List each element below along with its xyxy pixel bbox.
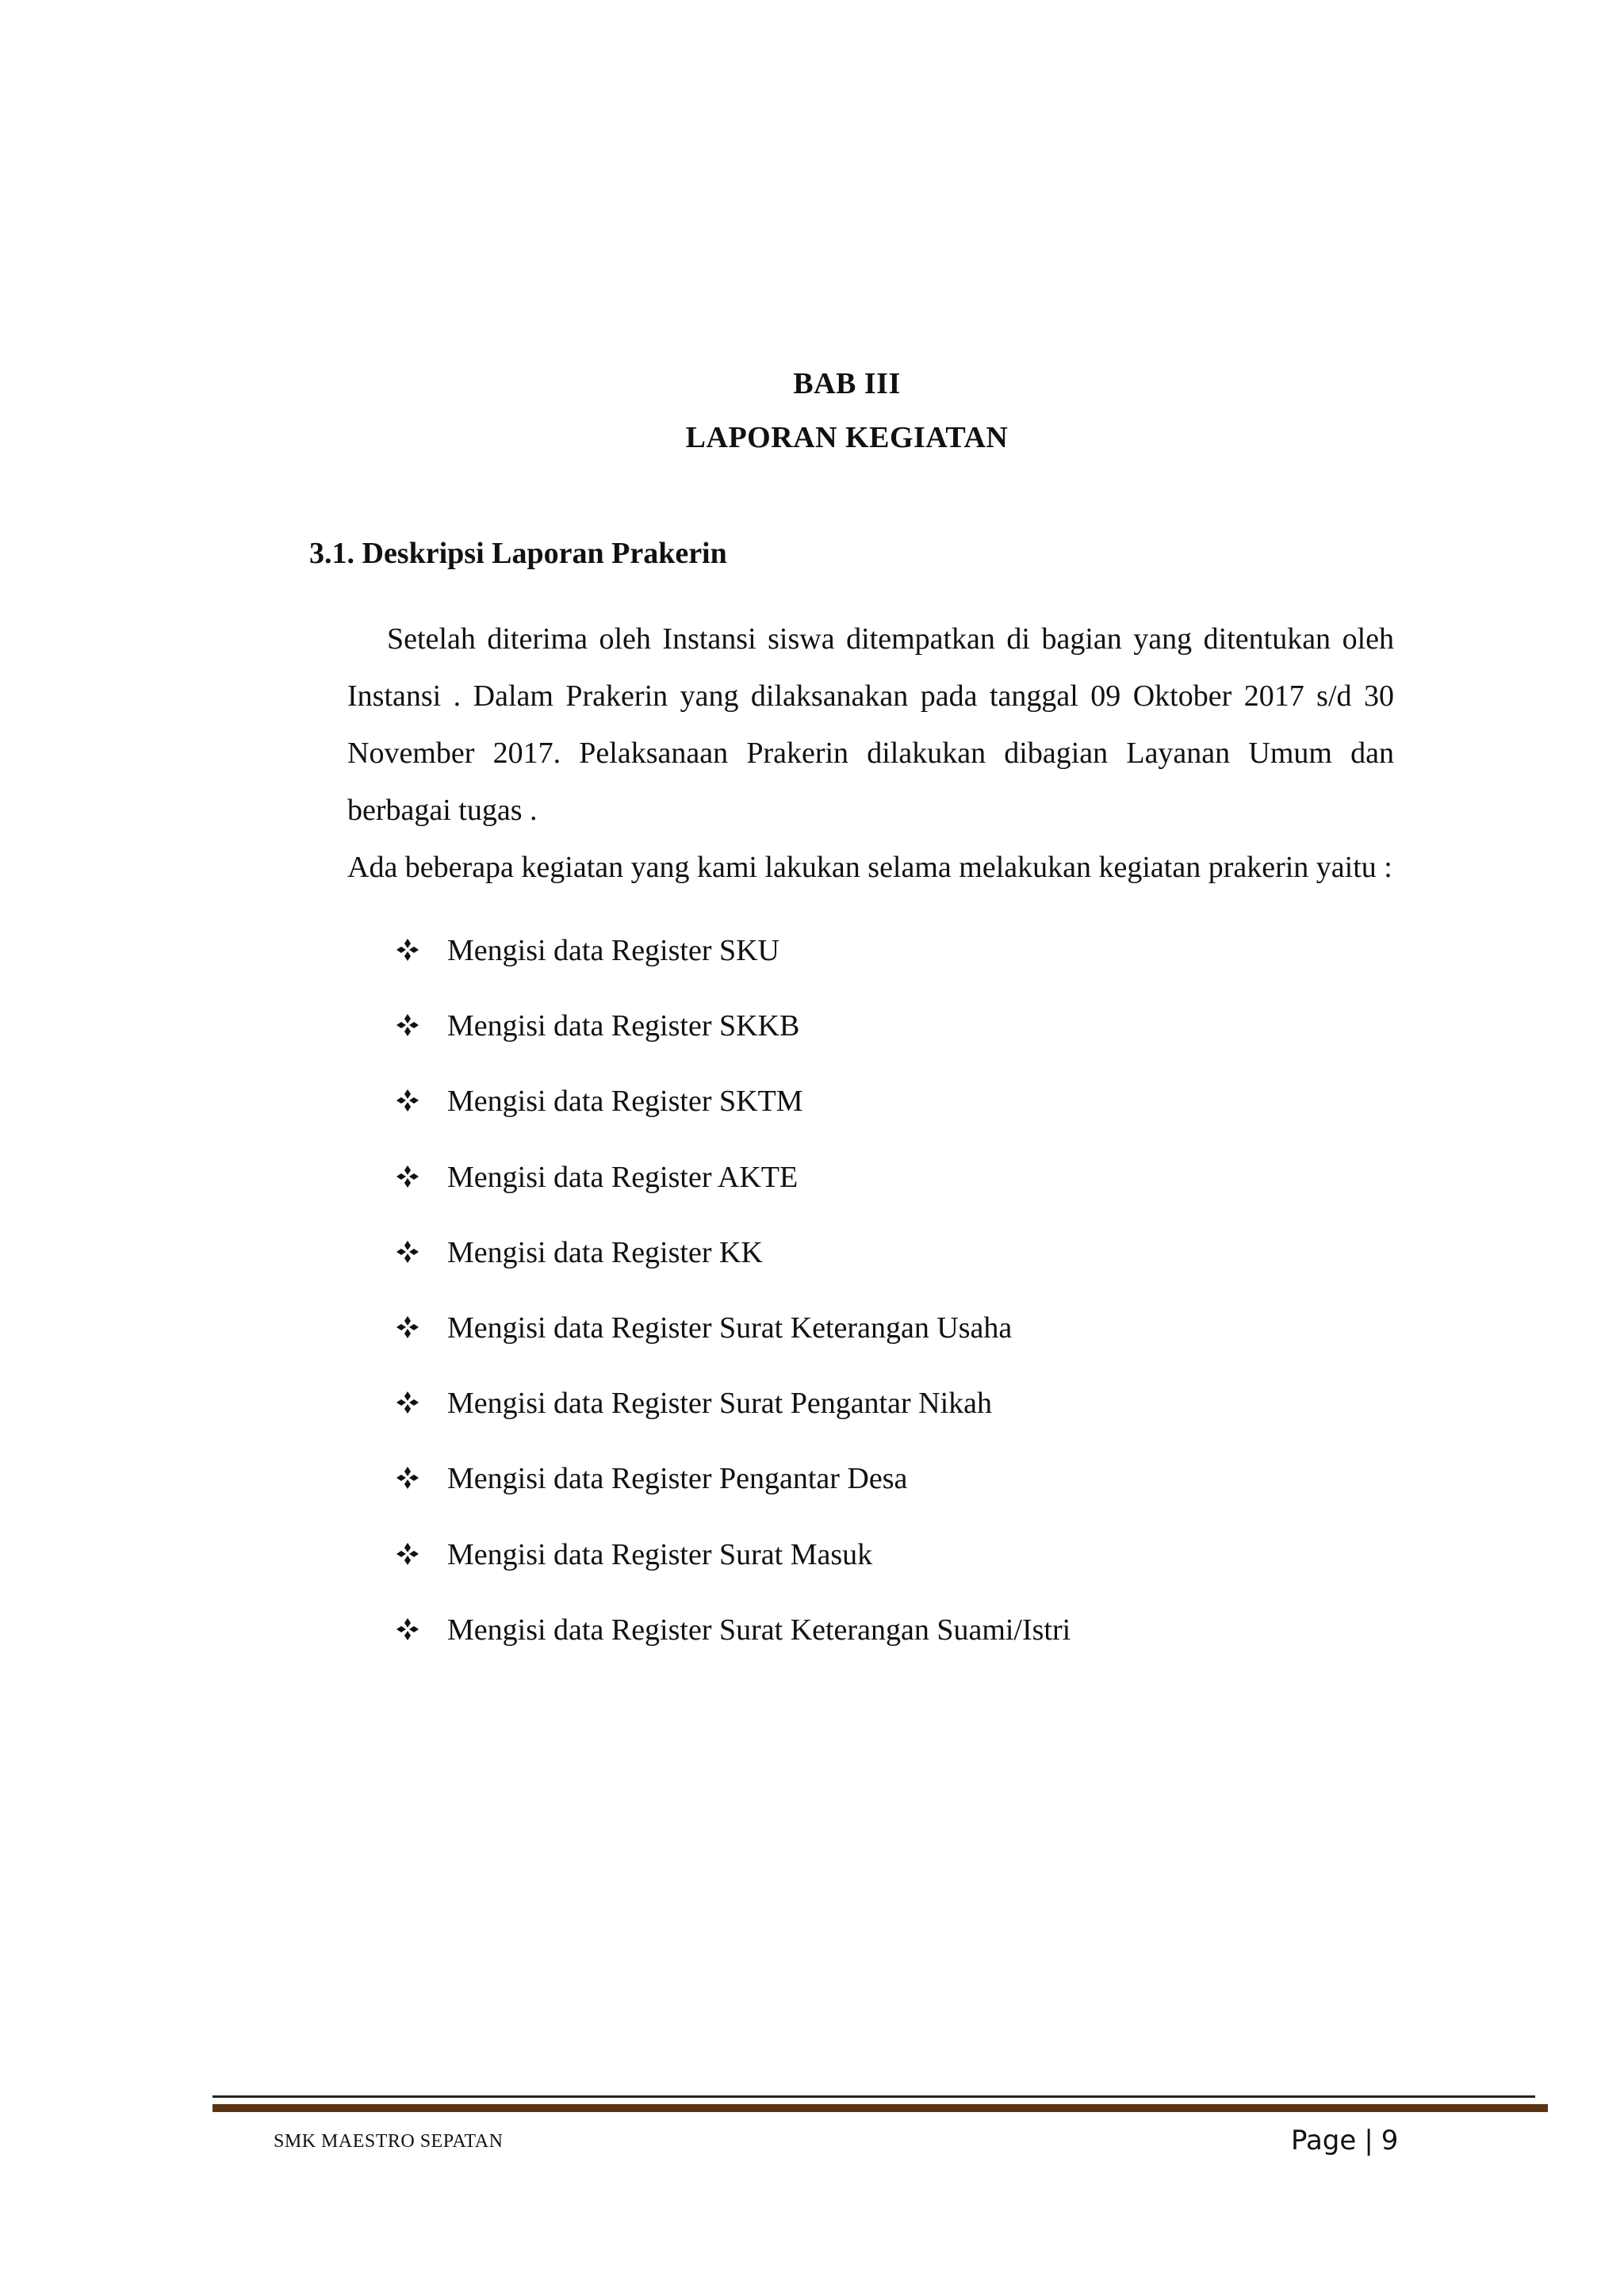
- footer-school-name: SMK MAESTRO SEPATAN: [274, 2131, 504, 2152]
- list-item: [396, 997, 1071, 1073]
- diamond-bullet-icon: [396, 1601, 420, 1659]
- diamond-bullet-icon: [396, 1299, 420, 1357]
- diamond-bullet-icon: [396, 1149, 420, 1206]
- list-item: [396, 1224, 1071, 1299]
- activity-text: Mengisi data Register Surat Masuk: [447, 1537, 873, 1571]
- diamond-bullet-icon: [396, 922, 420, 979]
- activity-text: Mengisi data Register AKTE: [447, 1160, 799, 1194]
- activity-text: Mengisi data Register KK: [447, 1235, 763, 1269]
- list-item: [396, 1073, 1071, 1148]
- diamond-bullet-icon: [396, 1224, 420, 1281]
- activity-text: Mengisi data Register SKTM: [447, 1085, 803, 1119]
- list-item: [396, 1149, 1071, 1224]
- description-paragraph: Setelah diterima oleh Instansi siswa ditempatkan di bagian yang ditentukan oleh Instansi . Dalam Prakerin yang dilaksanakan pada tanggal 09 Oktober 2017 s/d 30 November 2017. Pelaksanaan Prakerin dilakukan dibagian Layanan Umum dan berbagai tugas .: [347, 622, 1394, 827]
- chapter-title: LAPORAN KEGIATAN: [685, 421, 1009, 454]
- page-separator: |: [1364, 2125, 1373, 2156]
- diamond-bullet-icon: [396, 1526, 420, 1583]
- diamond-bullet-icon: [396, 1450, 420, 1507]
- activity-list: [396, 922, 1071, 1677]
- diamond-bullet-icon: [396, 1073, 420, 1130]
- list-item: [396, 1375, 1071, 1450]
- page-label: Page: [1291, 2125, 1357, 2156]
- list-item: [396, 1601, 1071, 1677]
- activity-text: Mengisi data Register Pengantar Desa: [447, 1462, 908, 1496]
- section-heading: 3.1. Deskripsi Laporan Prakerin: [309, 537, 727, 570]
- diamond-bullet-icon: [396, 1375, 420, 1432]
- list-item: [396, 922, 1071, 997]
- page-number-label: [1291, 2125, 1398, 2156]
- activity-text: Mengisi data Register Surat Keterangan Suami/Istri: [447, 1613, 1071, 1647]
- list-item: [396, 1526, 1071, 1601]
- list-item: [396, 1299, 1071, 1375]
- activity-text: Mengisi data Register Surat Pengantar Nikah: [447, 1387, 993, 1421]
- diamond-bullet-icon: [396, 997, 420, 1054]
- activity-text: Mengisi data Register SKKB: [447, 1009, 800, 1043]
- list-item: [396, 1450, 1071, 1525]
- activity-text: Mengisi data Register SKU: [447, 934, 780, 967]
- page-number: 9: [1381, 2125, 1399, 2156]
- chapter-number: BAB III: [793, 367, 901, 400]
- footer-divider-thick: [213, 2104, 1548, 2112]
- activity-text: Mengisi data Register Surat Keterangan Usaha: [447, 1311, 1013, 1345]
- activities-intro-paragraph: Ada beberapa kegiatan yang kami lakukan selama melakukan kegiatan prakerin yaitu :: [347, 851, 1392, 884]
- footer-divider-thin: [213, 2095, 1535, 2098]
